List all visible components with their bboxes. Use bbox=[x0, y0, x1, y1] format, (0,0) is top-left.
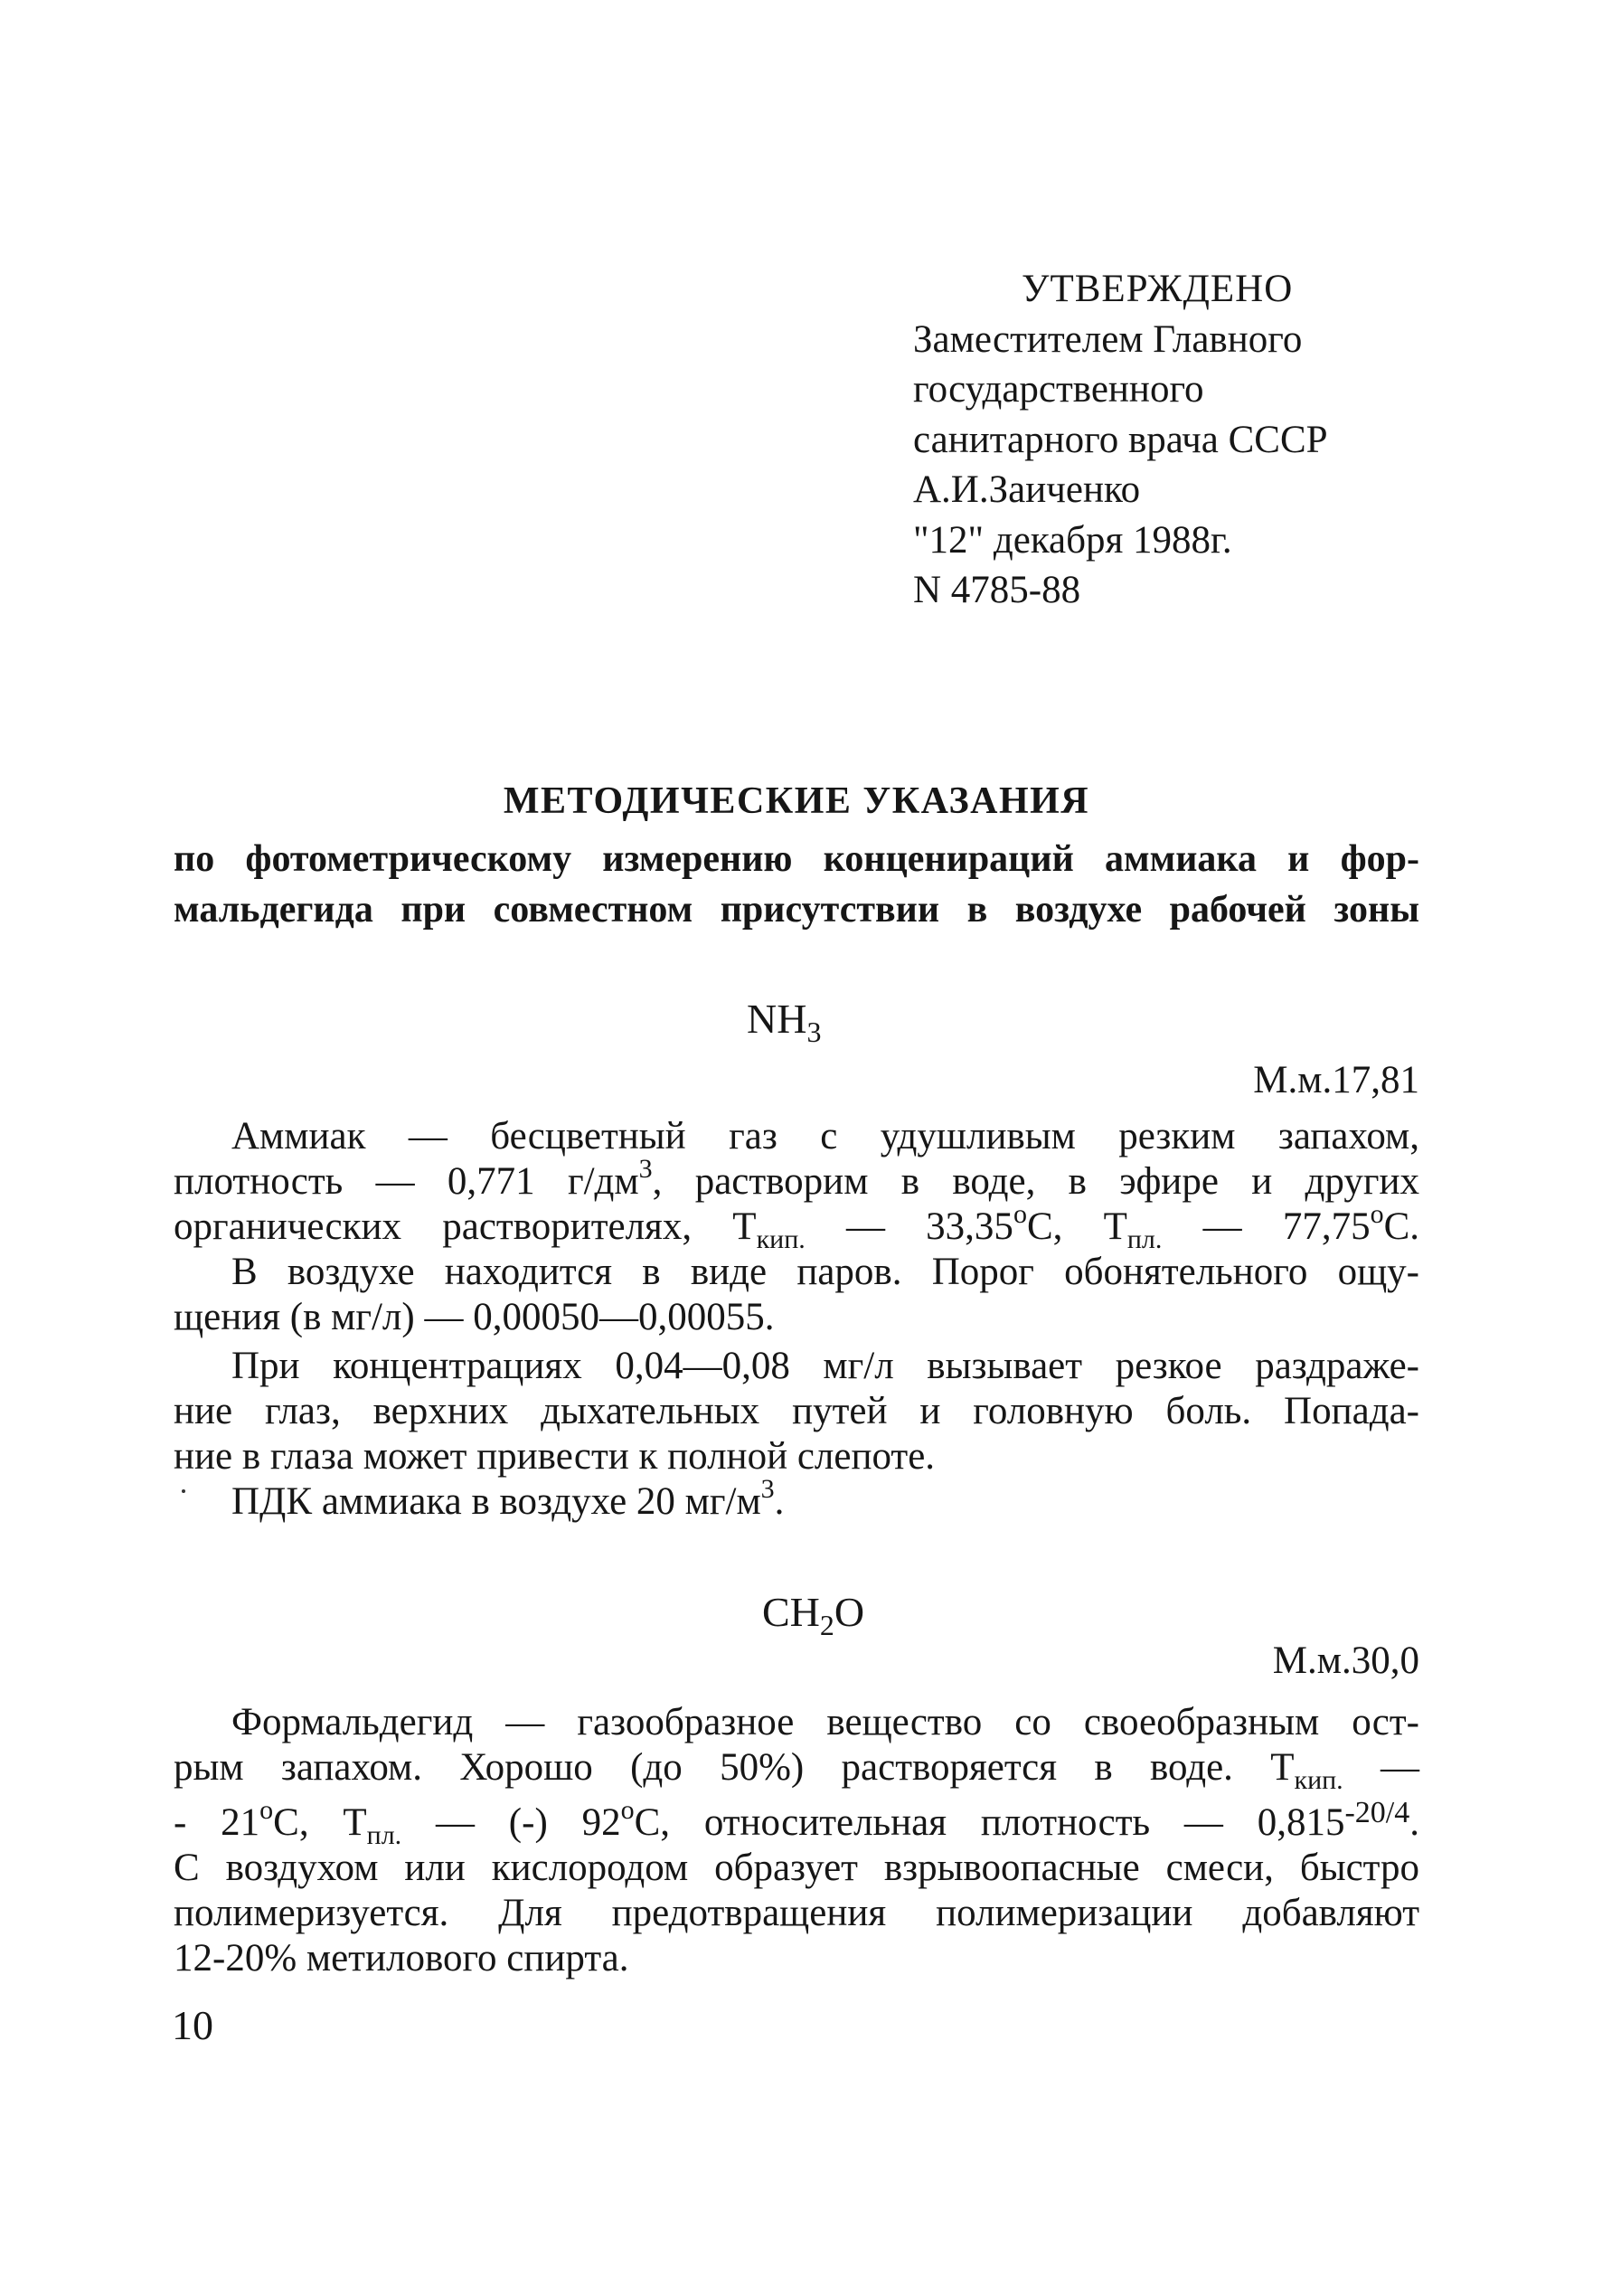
ammonia-molar-mass: М.м.17,81 bbox=[1253, 1059, 1419, 1101]
paragraph-line: - $21^оС$, $Т_{пл.}$ — (-) $92^оС$, относительная плотность — $0,815^{-20/4}$. bbox=[174, 1795, 1420, 1850]
mac-limit-line: ПДК аммиака в воздухе 20 $мг/м^3$. bbox=[231, 1474, 785, 1523]
paragraph-line: ние в глаза может привести к полной слепоте. bbox=[174, 1435, 936, 1478]
paragraph-line: В воздухе находится в виде паров. Порог обонятельного ощу- bbox=[231, 1251, 1419, 1293]
ammonia-formula: $NH_3$ bbox=[747, 996, 822, 1048]
paragraph-line: ние глаз, верхних дыхательных путей и головную боль. Попада- bbox=[174, 1390, 1419, 1432]
paragraph-line: плотность — 0,771 $г/дм^3$, растворим в воде, в эфире и других bbox=[174, 1154, 1420, 1203]
page-number: 10 bbox=[172, 2002, 213, 2048]
document-title: МЕТОДИЧЕСКИЕ УКАЗАНИЯ bbox=[503, 780, 1090, 822]
scan-speck bbox=[182, 1489, 185, 1493]
paragraph-line: щения (в мг/л) — 0,00050—0,00055. bbox=[174, 1296, 775, 1338]
paragraph-line: С воздухом или кислородом образует взрывоопасные смеси, быстро bbox=[174, 1847, 1419, 1889]
approval-number: N 4785-88 bbox=[913, 569, 1081, 611]
document-subtitle-line: мальдегида при совместном присутствии в воздухе рабочей зоны bbox=[174, 889, 1419, 931]
formaldehyde-molar-mass: М.м.30,0 bbox=[1272, 1639, 1419, 1682]
paragraph-line: 12-20% метилового спирта. bbox=[174, 1937, 629, 1979]
ammonia-description bbox=[174, 1114, 1419, 1525]
approval-line: А.И.Заиченко bbox=[913, 468, 1141, 511]
approval-line: Заместителем Главного bbox=[913, 317, 1303, 361]
paragraph-line: органических растворителях, $Т_{кип.}$ — $33,35^оС$, $Т_{пл.}$ — $77,75^оС$. bbox=[174, 1199, 1420, 1254]
approval-date: "12" декабря 1988г. bbox=[913, 518, 1232, 562]
approval-block bbox=[913, 264, 1474, 616]
paragraph-line: рым запахом. Хорошо (до 50%) растворяется в воде. $Т_{кип.}$ — bbox=[174, 1746, 1419, 1795]
document-subtitle-line: по фотометрическому измерению конценираций аммиака и фор- bbox=[174, 838, 1419, 880]
document-title-block bbox=[174, 776, 1419, 935]
approval-line: государственного bbox=[913, 368, 1204, 411]
paragraph-line: При концентрациях 0,04—0,08 мг/л вызывает резкое раздраже- bbox=[231, 1345, 1419, 1387]
paragraph-line: полимеризуется. Для предотвращения полимеризации добавляют bbox=[174, 1892, 1419, 1934]
approval-line: санитарного врача СССР bbox=[913, 418, 1328, 461]
approval-heading: УТВЕРЖДЕНО bbox=[1022, 268, 1294, 310]
paragraph-line: Формальдегид — газообразное вещество со своеобразным ост- bbox=[231, 1701, 1419, 1743]
formaldehyde-description bbox=[174, 1700, 1419, 1981]
paragraph-line: Аммиак — бесцветный газ с удушливым резким запахом, bbox=[231, 1115, 1419, 1157]
formaldehyde-formula: $CH_2O$ bbox=[762, 1589, 865, 1641]
